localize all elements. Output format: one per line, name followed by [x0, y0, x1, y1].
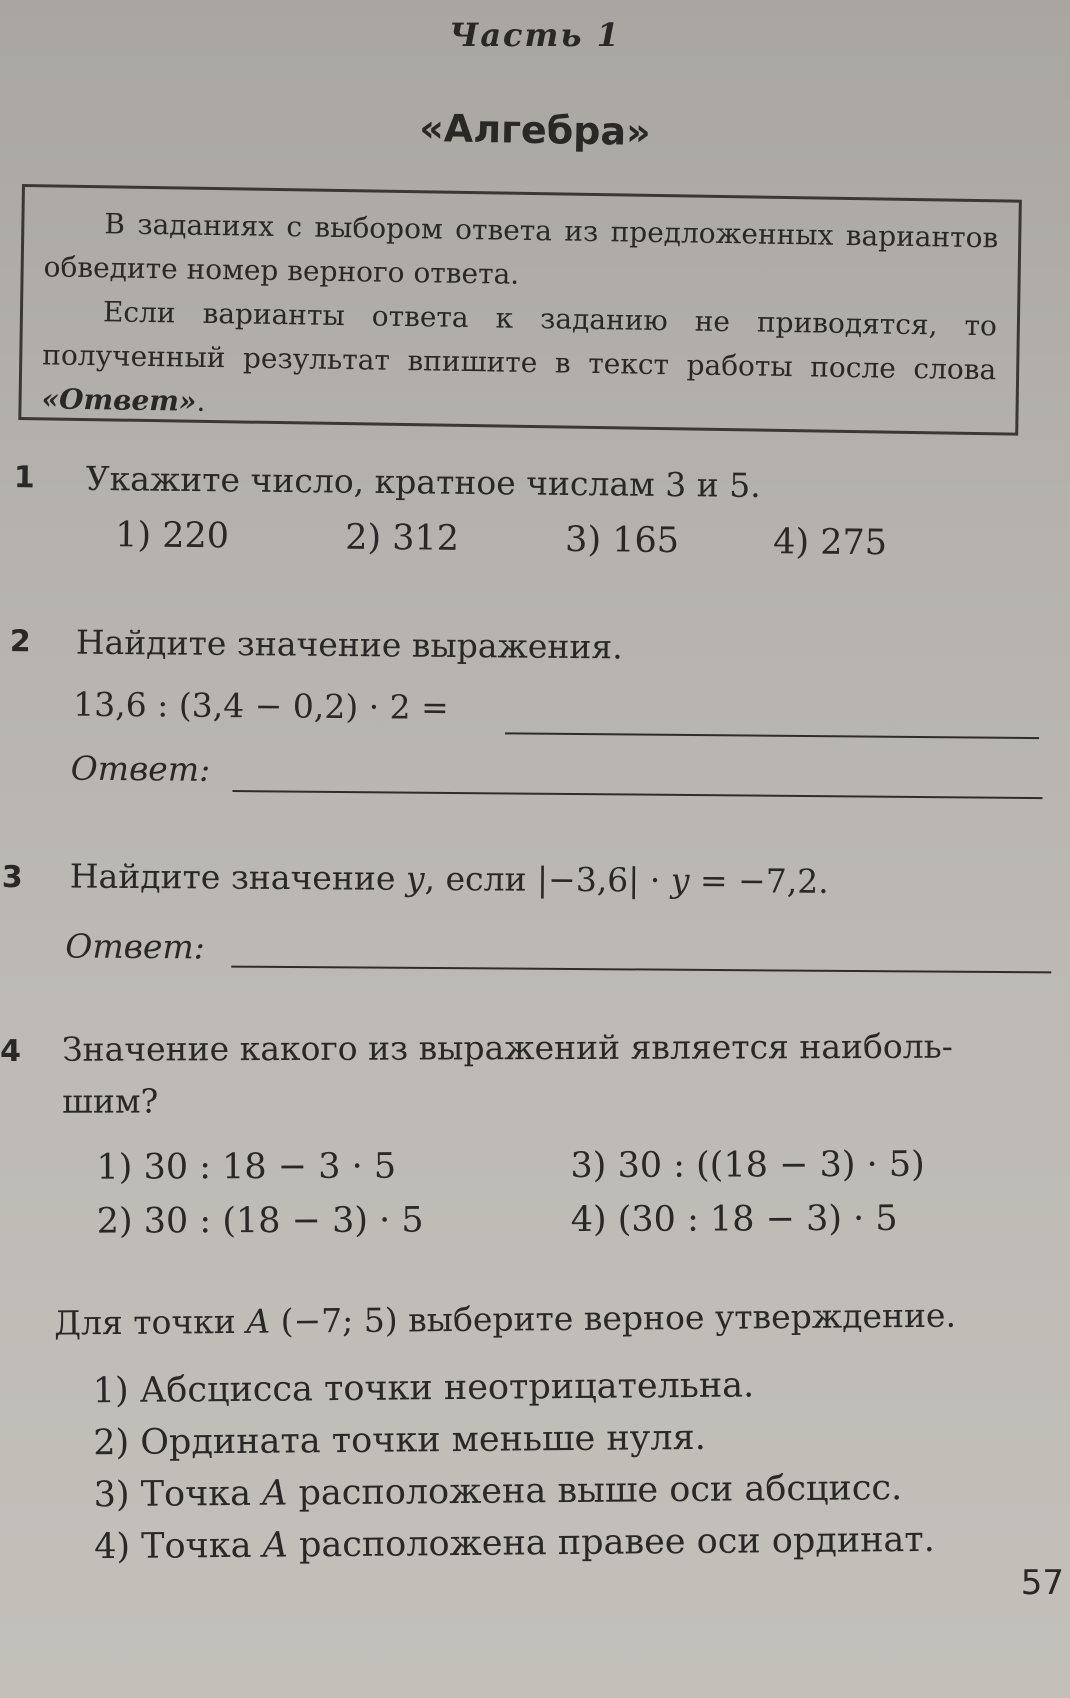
answer-line[interactable]	[233, 790, 1043, 799]
task-question	[70, 856, 829, 900]
option-text: расположена выше оси абсцисс.	[287, 1468, 903, 1514]
question-text: , если |−3,6| ·	[424, 858, 671, 900]
task-question: Укажите число, кратное числам 3 и 5.	[85, 458, 761, 505]
answer-label: Ответ:	[70, 748, 211, 789]
question-text: = −7,2.	[689, 860, 829, 901]
answer-option-4[interactable]: 4) 275	[772, 522, 888, 564]
point-a: A	[246, 1301, 271, 1341]
instructions-text: Если варианты ответа к заданию не приводятся, то полученный результат впишите в текст работы после слова	[42, 295, 998, 387]
question-text: Найдите значение	[69, 856, 407, 898]
task-3	[0, 856, 1070, 993]
answer-line[interactable]	[231, 966, 1051, 974]
task-question-line-2: шим?	[62, 1081, 159, 1121]
answer-option-4[interactable]	[94, 1520, 935, 1567]
math-expression: 13,6 : (3,4 − 0,2) · 2 =	[73, 684, 449, 727]
part-heading: Часть 1	[449, 16, 621, 54]
answer-option-1[interactable]: 1) 30 : 18 − 3 · 5	[96, 1146, 397, 1188]
instructions-end: .	[196, 384, 206, 418]
option-text: 1) Абсцисса точки неотрицательна.	[92, 1365, 755, 1412]
expression-answer-line[interactable]	[505, 732, 1039, 739]
task-number: 4	[0, 1033, 22, 1069]
answer-option-1[interactable]	[93, 1365, 755, 1411]
page-number: 57	[1020, 1563, 1064, 1603]
answer-option-2[interactable]: 2) 30 : (18 − 3) · 5	[96, 1200, 424, 1242]
task-number: 3	[1, 860, 23, 896]
task-2	[0, 622, 1070, 821]
answer-option-4[interactable]: 4) (30 : 18 − 3) · 5	[570, 1198, 898, 1241]
question-text: (−7; 5) выберите верное утверждение.	[269, 1295, 957, 1341]
task-question	[54, 1296, 956, 1343]
task-number: 2	[9, 624, 31, 660]
answer-option-3[interactable]: 3) 30 : ((18 − 3) · 5)	[570, 1144, 925, 1187]
task-question-line-1: Значение какого из выражений является наиболь-	[61, 1026, 953, 1069]
task-1	[0, 458, 1070, 589]
answer-option-3[interactable]	[93, 1468, 902, 1515]
task-5	[0, 1295, 1070, 1594]
answer-option-2[interactable]: 2) 312	[344, 517, 460, 559]
answer-keyword: «Ответ»	[41, 382, 197, 418]
instructions-paragraph-2	[41, 289, 997, 436]
section-title: «Алгебра»	[418, 105, 652, 155]
instructions-box	[18, 184, 1022, 436]
task-number: 1	[13, 460, 35, 496]
option-text: расположена правее оси ординат.	[287, 1519, 935, 1566]
option-text: 4) Точка	[93, 1525, 263, 1568]
question-text: Для точки	[53, 1301, 247, 1343]
answer-option-2[interactable]	[93, 1418, 706, 1463]
option-text: 3) Точка	[93, 1473, 263, 1516]
point-a: A	[262, 1525, 289, 1566]
task-4	[0, 1026, 1070, 1260]
answer-option-1[interactable]: 1) 220	[114, 515, 230, 557]
task-question: Найдите значение выражения.	[75, 622, 623, 667]
option-text: 2) Ордината точки меньше нуля.	[93, 1417, 706, 1464]
variable-y: y	[670, 860, 690, 900]
answer-option-3[interactable]: 3) 165	[564, 519, 680, 562]
instructions-paragraph-1: В заданиях с выбором ответа из предложенных вариантов обведите номер верного ответа.	[43, 207, 999, 291]
answer-label: Ответ:	[65, 926, 206, 967]
point-a: A	[261, 1473, 288, 1514]
variable-y: y	[405, 858, 425, 898]
